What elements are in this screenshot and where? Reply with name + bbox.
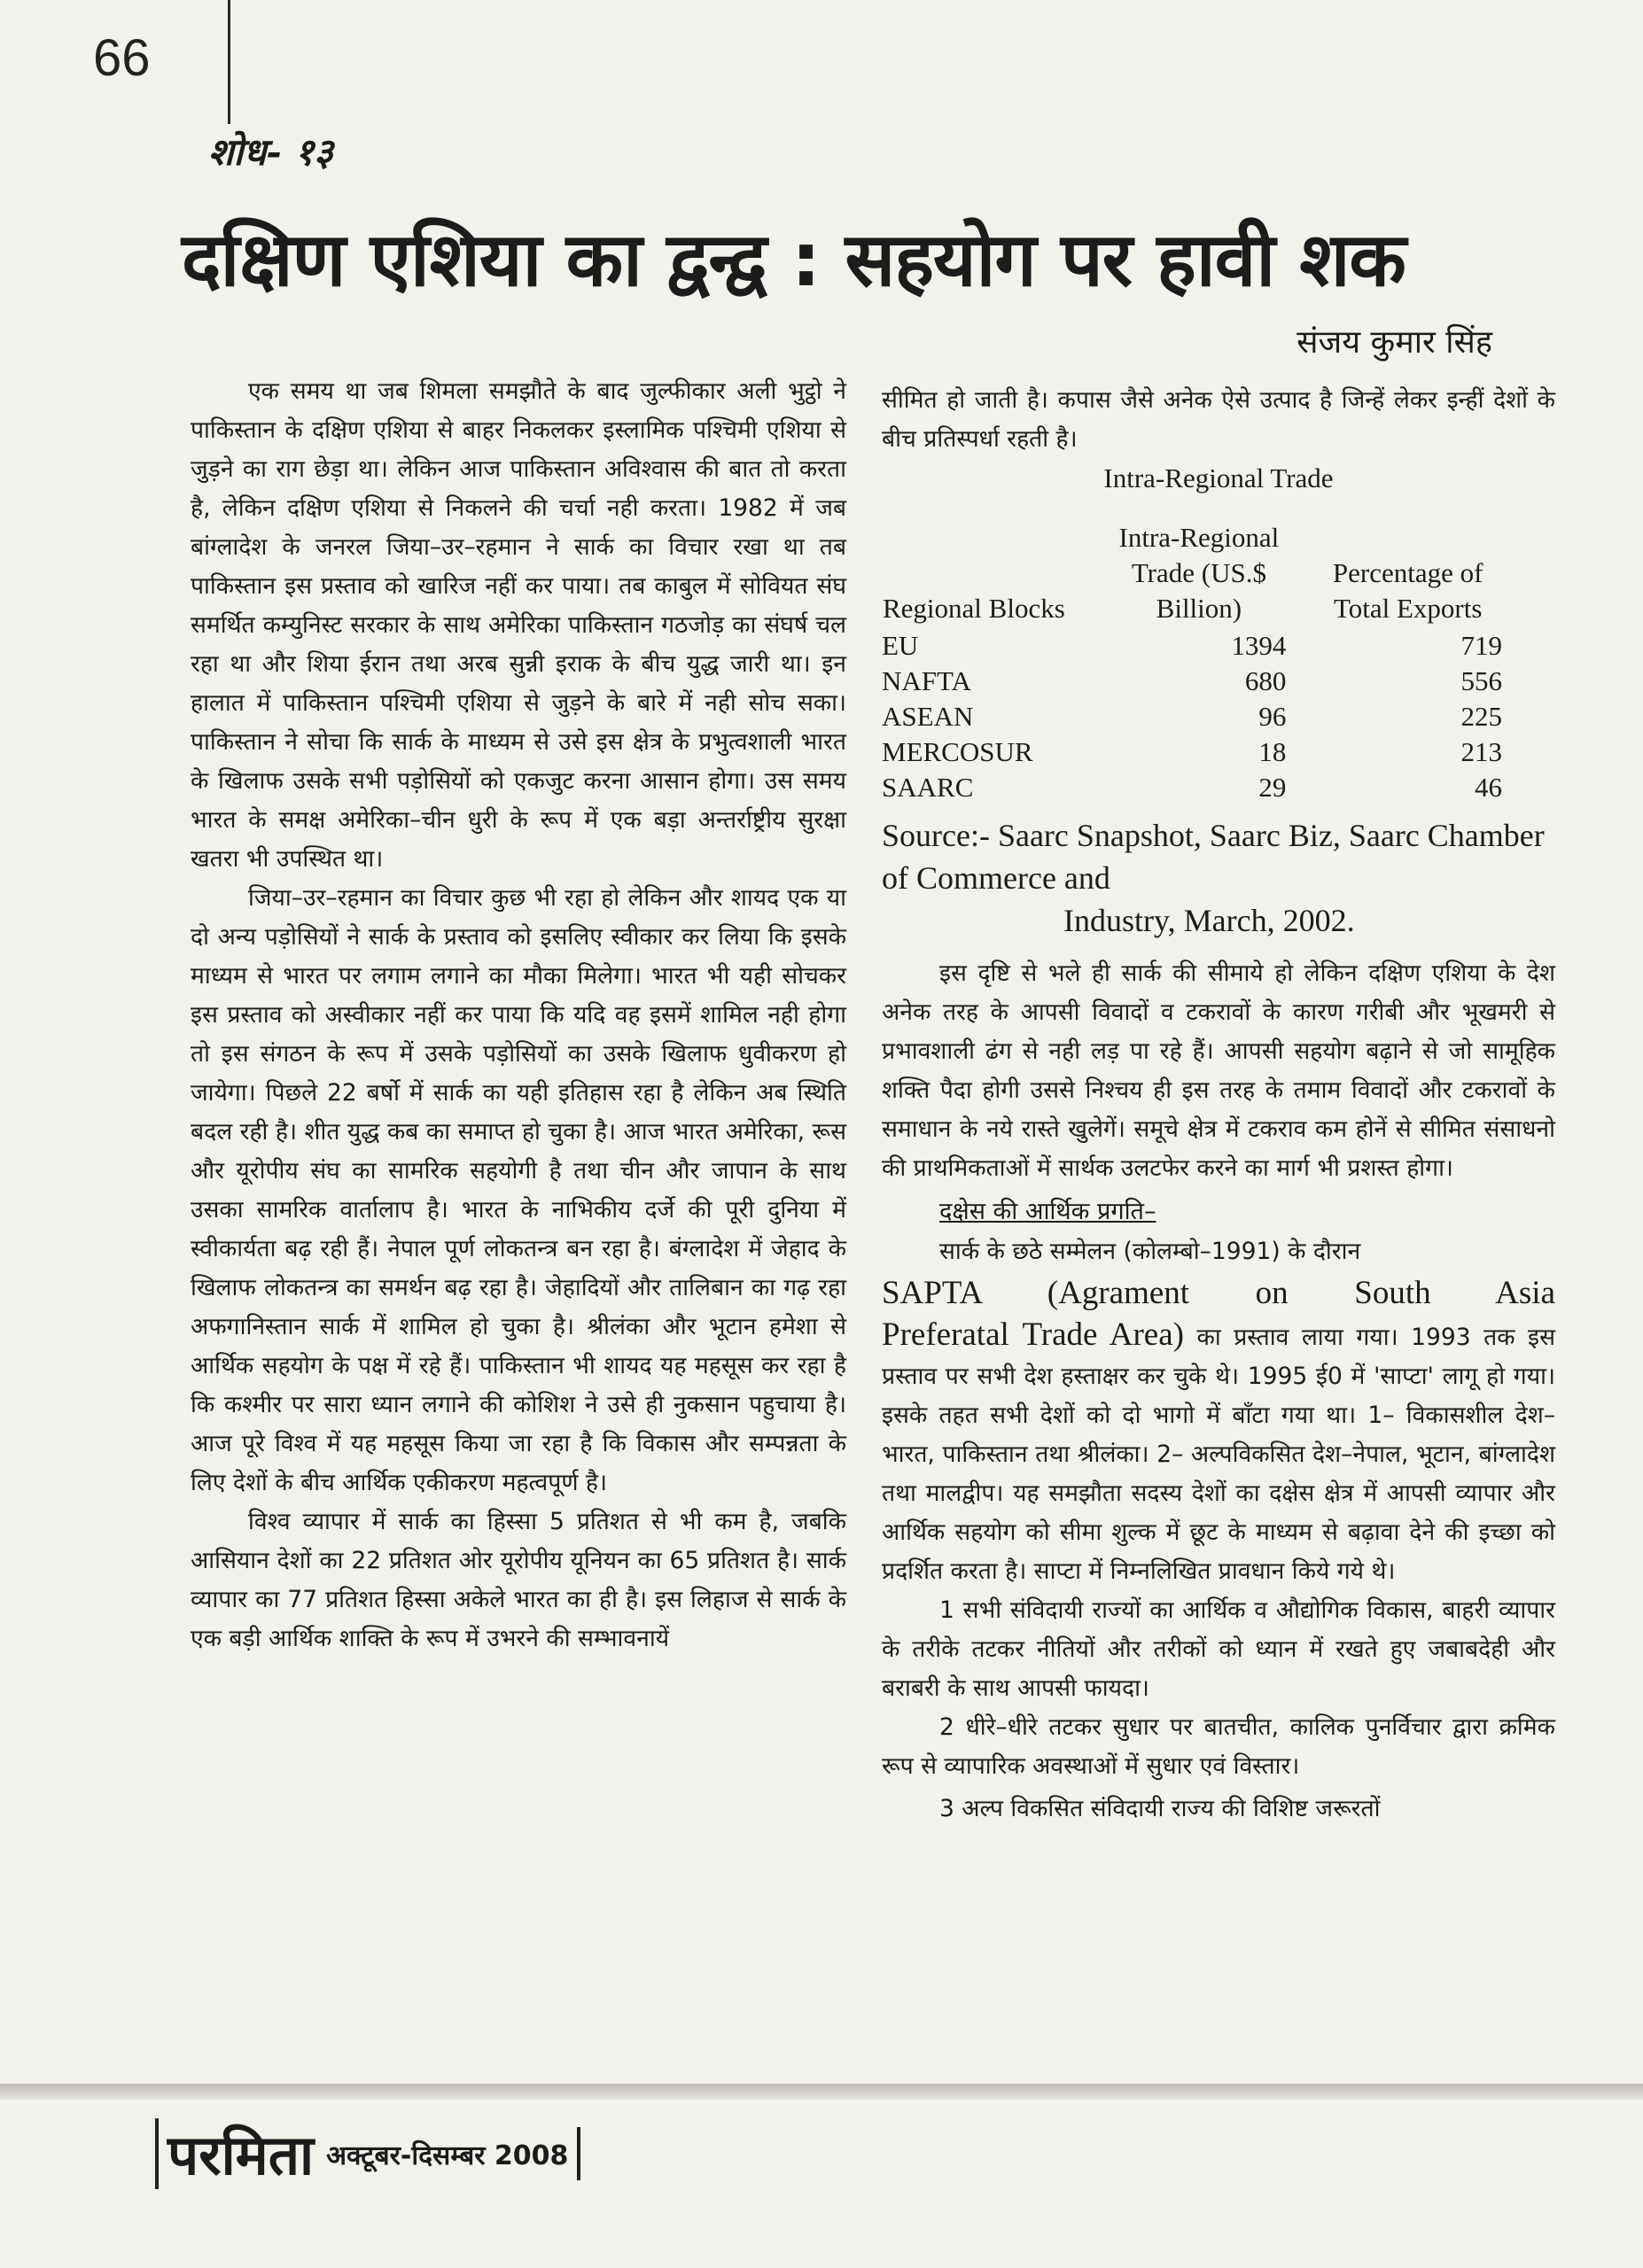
magazine-logo: परमिता <box>167 2123 315 2187</box>
paragraph-text: का प्रस्ताव लाया गया। 1993 तक इस प्रस्ताव पर सभी देश हस्ताक्षर कर चुके थे। 1995 ई0 में 'साप्टा' लागू हो गया। इसके तहत सभी देशों को दो भागो में बाँटा गया था। 1– विकासशील देश– भारत, पाकिस्तान तथा श्रीलंका। 2– अल्पविकसित देश–नेपाल, भूटान, बांग्लादेश तथा मालद्वीप। यह समझौता सदस्य देशों का दक्षेस क्षेत्र में आपसी व्यापार और आर्थिक सहयोग को सीमा शुल्क में छूट के माध्यम से बढ़ावा देने की इच्छा को प्रदर्शित करता है। साप्टा में निम्नलिखित प्रावधान किये गये थे। <box>882 1324 1555 1585</box>
table-cell: 29 <box>1258 772 1287 803</box>
left-column <box>191 372 846 1658</box>
body-paragraph: एक समय था जब शिमला समझौते के बाद जुल्फीकार अली भुट्ठो ने पाकिस्तान के दक्षिण एशिया से बाहर निकलकर इस्लामिक पश्चिमी एशिया से जुड़ने का राग छेड़ा था। लेकिन आज पाकिस्तान अविश्वास की बात तो करता है, लेकिन दक्षिण एशिया से निकलने की चर्चा नही करता। 1982 में जब बांग्लादेश के जनरल जिया–उर–रहमान ने सार्क का विचार रखा था तब पाकिस्तान इस प्रस्ताव को खारिज नहीं कर पाया। तब काबुल में सोवियत संघ समर्थित कम्युनिस्ट सरकार के साथ अमेरिका पाकिस्तान गठजोड़ का संघर्ष चल रहा था और शिया ईरान तथा अरब सुन्नी इराक के बीच युद्ध जारी था। इन हालात में पाकिस्तान पश्चिमी एशिया से जुड़ने के बारे में नही सोच सका। पाकिस्तान ने सोचा कि सार्क के माध्यम से उसे इस क्षेत्र के प्रभुत्वशाली भारत के खिलाफ उसके सभी पड़ोसियों को एकजुट करना आसान होगा। उस समय भारत के समक्ष अमेरिका–चीन धुरी के रूप में एक बड़ा अन्तर्राष्ट्रीय सुरक्षा खतरा भी उपस्थित था। <box>191 377 846 873</box>
page-number: 66 <box>93 29 151 87</box>
section-label: शोध- १३ <box>208 130 334 174</box>
table-title: Intra-Regional Trade <box>1103 462 1334 493</box>
body-paragraph: सार्क के छठे सम्मेलन (कोलम्बो–1991) के दौरान <box>939 1238 1361 1265</box>
table-row <box>882 664 1555 699</box>
table-cell: 213 <box>1460 736 1502 767</box>
footer-divider <box>577 2127 580 2180</box>
list-item: 2 धीरे–धीरे तटकर सुधार पर बातचीत, कालिक पुनर्विचार द्वारा क्रमिक रूप से व्यापारिक अवस्थाओं में सुधार एवं विस्तार। <box>882 1713 1555 1780</box>
body-paragraph: इस दृष्टि से भले ही सार्क की सीमाये हो लेकिन दक्षिण एशिया के देश अनेक तरह के आपसी विवादों व टकरावों के कारण गरीबी और भूखमरी से प्रभावशाली ढंग से नही लड़ पा रहे हैं। आपसी सहयोग बढ़ाने से जो सामूहिक शक्ति पैदा होगी उससे निश्चय ही इस तरह के तमाम विवादों और टकरावों के समाधान के नये रास्ते खुलेगें। समूचे क्षेत्र में टकराव कम होनें से सीमित संसाधनो की प्राथमिकताओं में सार्थक उलटफेर करने का मार्ग भी प्रशस्त होगा। <box>882 959 1555 1182</box>
table-row <box>882 699 1555 734</box>
table-source <box>882 814 1555 942</box>
footer-divider <box>155 2118 159 2189</box>
issue-date: अक्टूबर-दिसम्बर 2008 <box>326 2140 569 2171</box>
body-paragraph <box>882 1271 1555 1591</box>
list-item: 1 सभी संविदायी राज्यों का आर्थिक व औद्योगिक विकास, बाहरी व्यापार के तरीके तटकर नीतियों और तरीकों को ध्यान में रखते हुए जबाबदेही और बराबरी के साथ आपसी फायदा। <box>882 1596 1555 1702</box>
sapta-term: SAPTA (Agrament on South Asia <box>882 1275 1555 1311</box>
right-column <box>882 381 1555 1829</box>
table-header: Percentage of Total Exports <box>1332 557 1483 624</box>
header-divider <box>228 0 230 124</box>
table-cell: SAARC <box>882 772 974 803</box>
table-cell: 719 <box>1460 630 1502 661</box>
section-subheading: दक्षेस की आर्थिक प्रगति– <box>939 1198 1156 1225</box>
table-row <box>882 734 1555 770</box>
table-cell: 225 <box>1460 701 1502 732</box>
source-line: Source:- Saarc Snapshot, Saarc Biz, Saarc Chamber of Commerce and <box>882 818 1545 896</box>
body-paragraph: विश्व व्यापार में सार्क का हिस्सा 5 प्रतिशत से भी कम है, जबकि आसियान देशों का 22 प्रतिशत ओर यूरोपीय यूनियन का 65 प्रतिशत है। सार्क व्यापार का 77 प्रतिशत हिस्सा अकेले भारत का ही है। इस लिहाज से सार्क के एक बड़ी आर्थिक शाक्ति के रूप में उभरने की सम्भावनायें <box>191 1508 846 1652</box>
article-author: संजय कुमार सिंह <box>1296 324 1492 361</box>
table-header-row <box>882 519 1555 628</box>
body-paragraph: जिया–उर–रहमान का विचार कुछ भी रहा हो लेकिन और शायद एक या दो अन्य पड़ोसियों ने सार्क के प्रस्ताव को इसलिए स्वीकार कर लिया कि इसके माध्यम से भारत पर लगाम लगाने का मौका मिलेगा। भारत भी यही सोचकर इस प्रस्ताव को अस्वीकार नहीं कर पाया कि यदि वह इसमें शामिल नही होगा तो इस संगठन के रूप में उसके पड़ोसियों का उसके खिलाफ धुवीकरण हो जायेगा। पिछले 22 बर्षो में सार्क का यही इतिहास रहा है लेकिन अब स्थिति बदल रही है। शीत युद्ध कब का समाप्त हो चुका है। आज भारत अमेरिका, रूस और यूरोपीय संघ का सामरिक सहयोगी है तथा चीन और जापान के साथ उसका सामरिक वार्तालाप है। भारत के नाभिकीय दर्जे की पूरी दुनिया में स्वीकार्यता बढ़ रही हैं। नेपाल पूर्ण लोकतन्त्र बन रहा है। बंग्लादेश में जेहाद के खिलाफ लोकतन्त्र का समर्थन बढ़ रहा है। जेहादियों और तालिबान का गढ़ रहा अफगानिस्तान सार्क में शामिल हो चुका है। श्रीलंका और भूटान हमेशा से आर्थिक सहयोग के पक्ष में रहे हैं। पाकिस्तान भी शायद यह महसूस कर रहा है कि कश्मीर पर सारा ध्यान लगाने की कोशिश ने उसे ही नुकसान पहुचाया है। आज पूरे विश्व में यह महसूस किया जा रहा है कि विकास और सम्पन्नता के लिए देशों के बीच आर्थिक एकीकरण महत्वपूर्ण है। <box>191 884 846 1496</box>
table-cell: ASEAN <box>882 701 974 732</box>
table-header: Intra-Regional Trade (US.$ Billion) <box>1118 522 1280 624</box>
article-headline: दक्षिण एशिया का द्वन्द्व : सहयोग पर हावी शक <box>182 216 1406 303</box>
table-cell: 18 <box>1258 736 1287 767</box>
table-cell: NAFTA <box>882 665 971 696</box>
table-row <box>882 628 1555 664</box>
table-cell: 96 <box>1258 701 1287 732</box>
table-cell: MERCOSUR <box>882 736 1033 767</box>
table-cell: 46 <box>1475 772 1502 803</box>
trade-table <box>882 519 1555 805</box>
table-cell: 1394 <box>1231 630 1287 661</box>
table-cell: EU <box>882 630 919 661</box>
table-cell: 680 <box>1244 665 1287 696</box>
table-cell: 556 <box>1460 665 1502 696</box>
table-header: Regional Blocks <box>883 593 1065 624</box>
page-footer <box>155 2119 580 2188</box>
source-line: Industry, March, 2002. <box>1063 903 1355 938</box>
table-row <box>882 770 1555 805</box>
sapta-term: Preferatal Trade Area) <box>882 1317 1184 1353</box>
body-paragraph: सीमित हो जाती है। कपास जैसे अनेक ऐसे उत्पाद है जिन्हें लेकर इन्हीं देशों के बीच प्रतिस्पर्धा रहती है। <box>882 386 1555 453</box>
list-item: 3 अल्प विकसित संविदायी राज्य की विशिष्ट जरूरतों <box>939 1795 1381 1822</box>
footer-rule <box>0 2084 1643 2100</box>
